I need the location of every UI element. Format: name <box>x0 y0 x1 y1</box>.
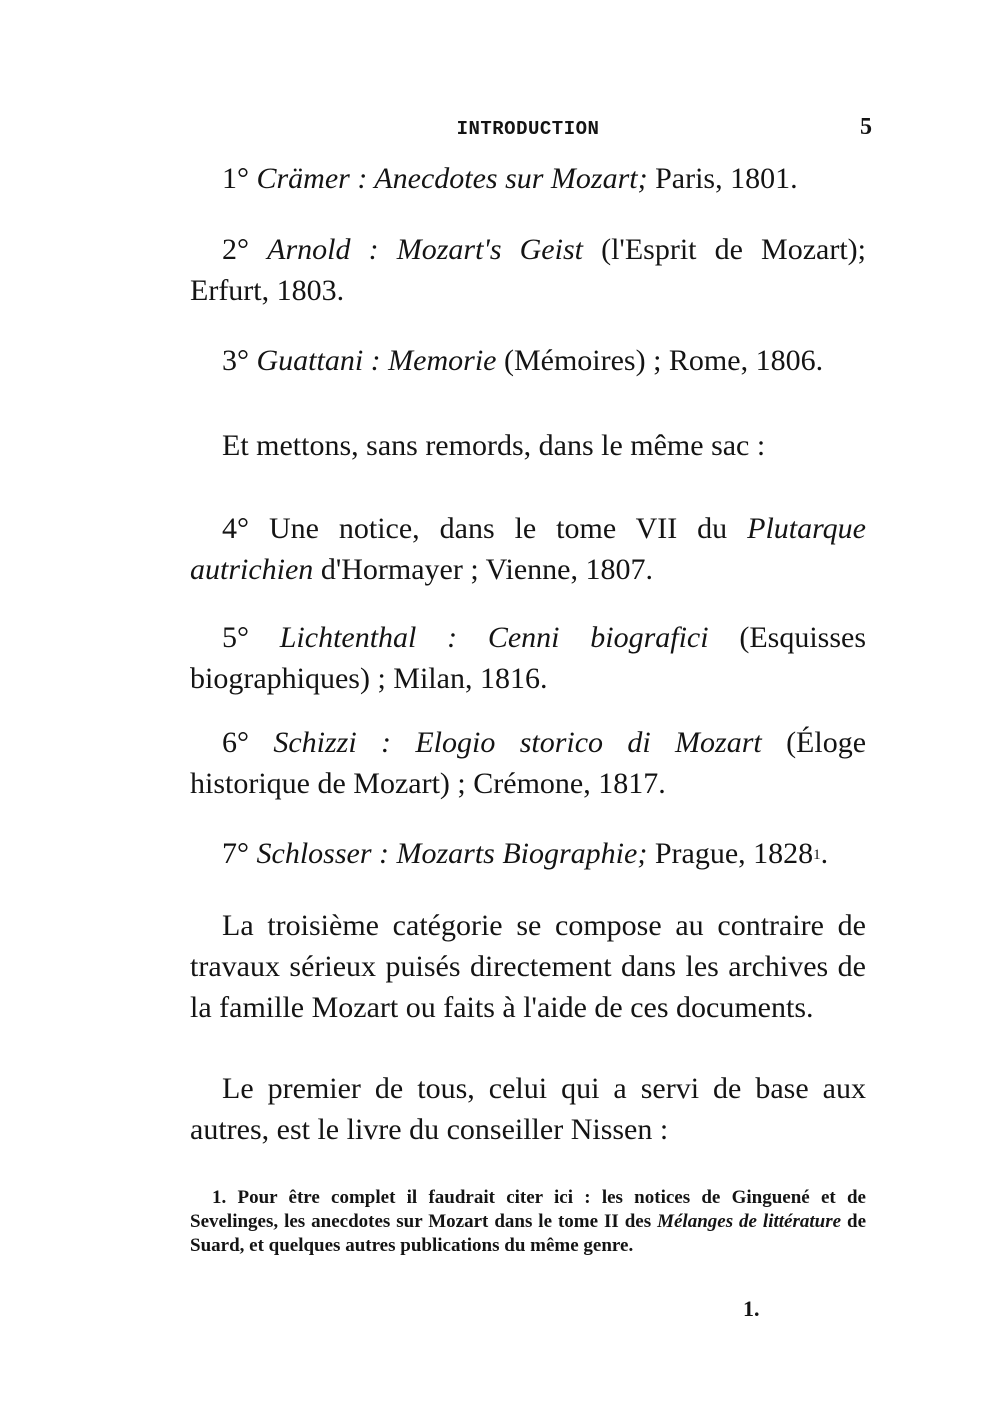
entry-number: 7° <box>222 837 249 870</box>
entry-author: Crämer <box>256 162 350 195</box>
footnote-text-b: de Suard, et quelques autres publications du même genre. <box>190 1211 866 1256</box>
entry-work: Plutarque autrichien <box>190 512 866 586</box>
paragraph-nissen: Le premier de tous, celui qui a servi de base aux autres, est le livre du conseiller Nissen : <box>190 1072 866 1146</box>
entry-author: Schizzi <box>273 726 357 759</box>
entry-number: 3° <box>222 344 249 377</box>
entry-details: (Esquisses biographiques) ; Milan, 1816. <box>190 621 866 695</box>
entry-work: Anecdotes sur Mozart; <box>374 162 648 195</box>
entry-author: Guattani <box>256 344 364 377</box>
page-number: 5 <box>860 114 872 140</box>
entry-number: 4° <box>222 512 249 545</box>
entry-number: 6° <box>222 726 249 759</box>
entry-details: d'Hormayer ; Vienne, 1807. <box>320 553 653 586</box>
footnote <box>190 1186 866 1258</box>
entry-lead: Une notice, dans le tome VII du <box>268 512 728 545</box>
entry-details: Paris, 1801. <box>655 162 798 195</box>
bibliography-entry-6: 6° Schizzi : Elogio storico di Mozart (Éloge historique de Mozart) ; Crémone, 1817. <box>190 726 867 800</box>
entry-number: 5° <box>222 621 249 654</box>
entry-author: Schlosser <box>256 837 372 870</box>
entry-work: Elogio storico di Mozart <box>415 726 762 759</box>
interlude-text: Et mettons, sans remords, dans le même sac : <box>222 429 766 462</box>
bibliography-entry-2: 2° Arnold : Mozart's Geist (l'Esprit de Mozart); Erfurt, 1803. <box>190 233 867 307</box>
running-head <box>190 114 872 148</box>
footnote-reference[interactable]: 1 <box>813 847 821 863</box>
entry-details: (l'Esprit de Mozart); Erfurt, 1803. <box>190 233 867 307</box>
entry-number: 1° <box>222 162 249 195</box>
running-head-title: INTRODUCTION <box>456 118 600 140</box>
bibliography-entry-5: 5° Lichtenthal : Cenni biografici (Esquisses biographiques) ; Milan, 1816. <box>190 621 866 695</box>
footnote-italic-title: Mélanges de littérature <box>657 1211 842 1232</box>
bibliography-entry-1: 1° Crämer : Anecdotes sur Mozart; Paris, 1801. <box>222 162 798 195</box>
bibliography-entry-7: 7° Schlosser : Mozarts Biographie; Prague, 1828$^1$. <box>222 837 829 870</box>
footnote-mark: 1. <box>212 1187 227 1208</box>
entry-work: Mozarts Biographie; <box>396 837 648 870</box>
entry-work: Memorie <box>388 344 497 377</box>
entry-details: (Mémoires) ; Rome, 1806. <box>503 344 824 377</box>
bibliography-entry-4 <box>190 508 866 590</box>
entry-author: Arnold <box>267 233 351 266</box>
paragraph-third-category: La troisième catégorie se compose au contraire de travaux sérieux puisés directement dans les archives de la famille Mozart ou faits à l'aide de ces documents. <box>190 909 866 1024</box>
entry-work: Mozart's Geist <box>396 233 583 266</box>
entry-details: (Éloge historique de Mozart) ; Crémone, 1817. <box>190 726 867 800</box>
entry-end-punct: . <box>820 837 829 870</box>
footnote-text-a: Pour être complet il faudrait citer ici : les notices de Ginguené et de Sevelinges, les anecdotes sur Mozart dans le tome II des <box>190 1187 866 1232</box>
signature-mark: 1. <box>743 1296 760 1321</box>
entry-details: Prague, 1828 <box>654 837 814 870</box>
bibliography-entry-3: 3° Guattani : Memorie (Mémoires) ; Rome, 1806. <box>222 344 824 377</box>
entry-author: Lichtenthal <box>279 621 417 654</box>
entry-work: Cenni biografici <box>487 621 709 654</box>
entry-number: 2° <box>222 233 249 266</box>
